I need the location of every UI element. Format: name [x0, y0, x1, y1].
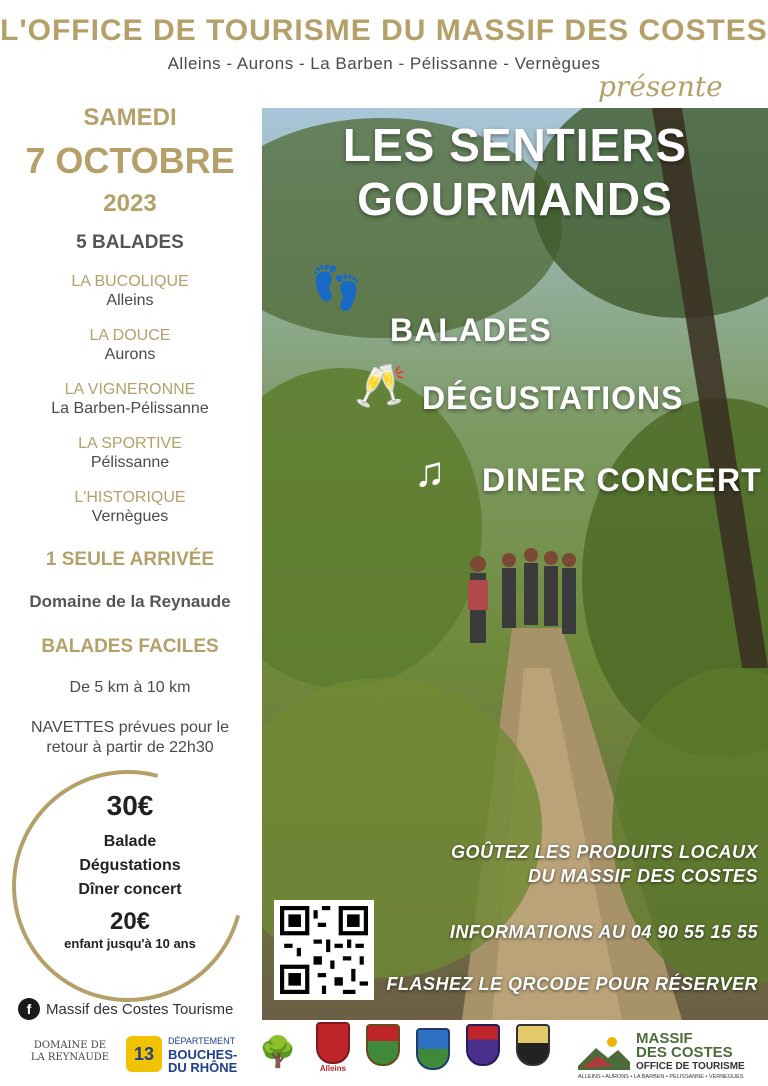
- pelissanne-crest-shield: [466, 1024, 500, 1066]
- facebook-icon: f: [18, 998, 40, 1020]
- footprints-icon: 👣: [310, 264, 363, 311]
- vernegues-crest-shield: [516, 1024, 550, 1066]
- distance-range: De 5 km à 10 km: [69, 679, 191, 696]
- domaine-logo-line-1: DOMAINE DE: [33, 1040, 107, 1051]
- walk-item: [0, 272, 260, 326]
- walk-item: [0, 488, 260, 542]
- shuttle-info: [0, 718, 260, 758]
- walk-name: LA BUCOLIQUE: [71, 273, 189, 290]
- tagline-line-2: DU MASSIF DES COSTES: [527, 866, 758, 886]
- facebook-link[interactable]: [18, 998, 233, 1020]
- price-include: Balade: [103, 833, 157, 850]
- labarben-crest: [416, 1028, 450, 1070]
- shuttle-line-1: NAVETTES prévues pour le: [30, 719, 229, 736]
- tree-logo: 🌳: [259, 1035, 297, 1069]
- header-title: L'OFFICE DE TOURISME DU MASSIF DES COSTES: [0, 14, 768, 47]
- alleins-crest-shield: [316, 1022, 350, 1064]
- price-include: Dégustations: [79, 857, 181, 874]
- info-phone: INFORMATIONS AU 04 90 55 15 55: [449, 922, 758, 942]
- poster-title-line-2: GOURMANDS: [357, 173, 673, 225]
- departement-line-2: DU RHÔNE: [168, 1059, 238, 1075]
- walk-count: 5 BALADES: [76, 232, 184, 253]
- arrival-place: Domaine de la Reynaude: [29, 592, 231, 611]
- walk-name: LA VIGNERONNE: [64, 381, 196, 398]
- price-include: Dîner concert: [78, 881, 182, 898]
- event-year: 2023: [103, 190, 157, 217]
- domaine-logo-line-2: LA REYNAUDE: [30, 1052, 110, 1063]
- tagline-line-1: GOÛTEZ LES PRODUITS LOCAUX: [450, 842, 758, 862]
- massif-line-3: OFFICE DE TOURISME: [636, 1061, 745, 1072]
- walk-list: [0, 272, 260, 542]
- aurons-crest-shield: [366, 1024, 400, 1066]
- walk-town: Aurons: [104, 346, 156, 363]
- feature-degustations: DÉGUSTATIONS: [422, 380, 684, 416]
- footer-logos: [0, 1018, 768, 1086]
- alleins-label: Alleins: [319, 1064, 347, 1073]
- departement-number-badge: 13: [126, 1036, 162, 1072]
- wine-glasses-icon: 🥂: [354, 362, 407, 409]
- easy-title: BALADES FACILES: [41, 636, 219, 657]
- qr-cta: FLASHEZ LE QRCODE POUR RÉSERVER: [386, 974, 758, 994]
- adult-price: 30€: [106, 790, 154, 821]
- header-subtitle: Alleins - Aurons - La Barben - Pélissanne - Vernègues: [167, 54, 601, 73]
- walk-town: Pélissanne: [90, 454, 170, 471]
- facebook-label: Massif des Costes Tourisme: [46, 1000, 234, 1018]
- child-price: 20€: [109, 908, 151, 935]
- vernegues-crest: [516, 1024, 550, 1066]
- walk-item: [0, 434, 260, 488]
- departement-logo: [126, 1032, 256, 1076]
- arrival-title: 1 SEULE ARRIVÉE: [45, 549, 215, 570]
- price-box: [20, 790, 240, 951]
- pelissanne-crest: [466, 1024, 500, 1066]
- music-note-icon: ♫: [414, 448, 446, 495]
- massif-mountain-icon: [578, 1036, 630, 1070]
- shuttle-line-2: retour à partir de 22h30: [46, 739, 214, 756]
- walk-town: Alleins: [106, 292, 154, 309]
- walk-name: LA DOUCE: [89, 327, 171, 344]
- walk-name: LA SPORTIVE: [78, 435, 182, 452]
- massif-line-1: MASSIF: [636, 1030, 693, 1047]
- walk-name: L'HISTORIQUE: [74, 489, 186, 506]
- feature-balades: BALADES: [390, 312, 552, 348]
- walk-item: [0, 326, 260, 380]
- walk-town: La Barben-Pélissanne: [51, 400, 209, 417]
- child-price-note: enfant jusqu'à 10 ans: [64, 936, 196, 951]
- presente-script: présente: [598, 70, 723, 103]
- event-date: 7 OCTOBRE: [25, 140, 235, 181]
- walk-town: Vernègues: [91, 508, 169, 525]
- alleins-crest: [316, 1022, 350, 1073]
- qr-code[interactable]: [274, 900, 374, 1000]
- event-day: SAMEDI: [83, 104, 177, 131]
- feature-diner-concert: DINER CONCERT: [482, 462, 762, 498]
- massif-line-2: DES COSTES: [636, 1044, 733, 1061]
- massif-communes: ALLEINS • AURONS • LA BARBEN • PÉLISSANNE • VERNÈGUES: [578, 1074, 744, 1080]
- aurons-crest: [366, 1024, 400, 1066]
- labarben-crest-shield: [416, 1028, 450, 1070]
- departement-label: DÉPARTEMENT: [168, 1035, 236, 1046]
- qr-code-image: [280, 906, 368, 994]
- walk-item: [0, 380, 260, 434]
- departement-line-1: BOUCHES-: [168, 1046, 238, 1062]
- poster-title-line-1: LES SENTIERS: [342, 119, 688, 171]
- hero-photo: [262, 108, 768, 1020]
- domaine-reynaude-logo: [30, 1040, 110, 1064]
